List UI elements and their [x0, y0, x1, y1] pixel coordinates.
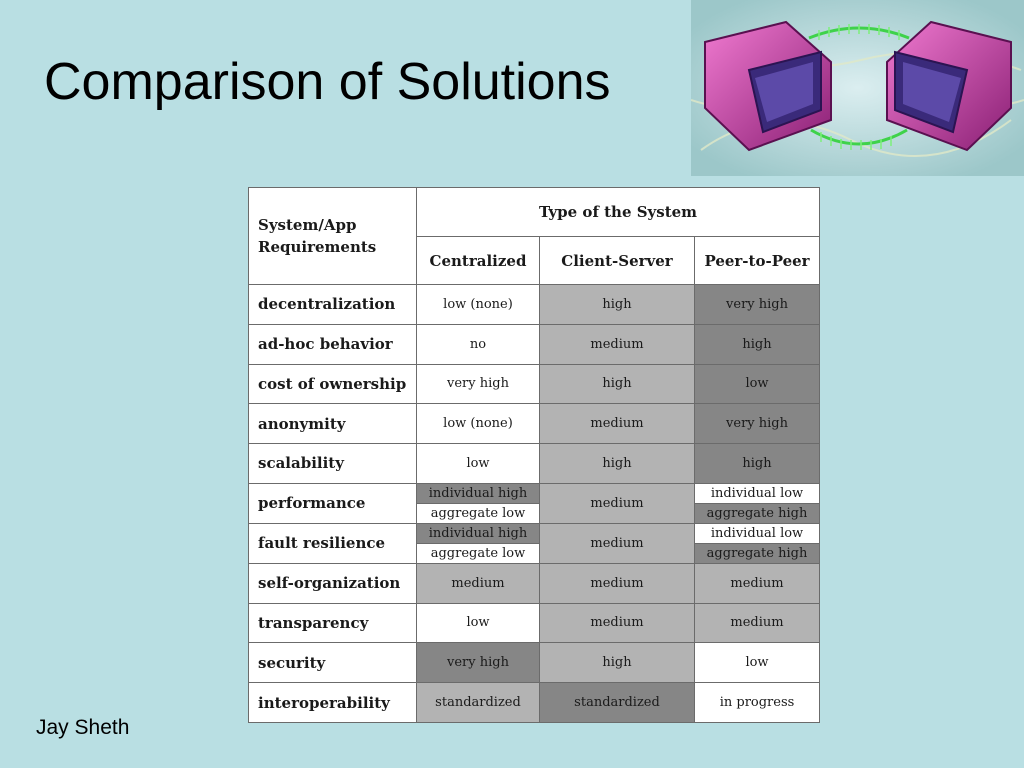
peer-to-peer-computers-icon — [691, 0, 1024, 176]
column-header-centralized: Centralized — [417, 237, 540, 285]
table-row — [249, 324, 820, 364]
row-label: fault resilience — [249, 523, 417, 563]
column-header-client-server: Client-Server — [540, 237, 695, 285]
table-cell-centralized: very high — [417, 364, 540, 404]
table-cell-peer-to-peer: low — [695, 364, 820, 404]
table-row — [249, 404, 820, 444]
table-row — [249, 603, 820, 643]
comparison-table-container — [248, 187, 819, 723]
table-cell-client-server: medium — [540, 324, 695, 364]
table-cell-peer-to-peer — [695, 483, 820, 523]
table-cell-peer-to-peer: high — [695, 324, 820, 364]
row-label: performance — [249, 483, 417, 523]
row-label: transparency — [249, 603, 417, 643]
row-label: anonymity — [249, 404, 417, 444]
table-cell-client-server: medium — [540, 483, 695, 523]
cell-aggregate-value: aggregate high — [695, 543, 819, 563]
table-cell-peer-to-peer — [695, 523, 820, 563]
table-cell-peer-to-peer: very high — [695, 404, 820, 444]
table-cell-client-server: high — [540, 285, 695, 325]
cell-individual-value: individual low — [695, 484, 819, 503]
table-cell-centralized: no — [417, 324, 540, 364]
table-cell-centralized: very high — [417, 643, 540, 683]
comparison-table-body — [249, 285, 820, 723]
table-cell-client-server: high — [540, 643, 695, 683]
table-cell-centralized — [417, 523, 540, 563]
table-row — [249, 523, 820, 563]
requirements-header: System/App Requirements — [249, 188, 417, 285]
cell-individual-value: individual high — [417, 524, 539, 543]
system-type-header: Type of the System — [417, 188, 820, 237]
row-label: scalability — [249, 444, 417, 484]
row-label: interoperability — [249, 683, 417, 723]
cell-aggregate-value: aggregate low — [417, 503, 539, 523]
table-cell-centralized: low (none) — [417, 285, 540, 325]
table-cell-peer-to-peer: medium — [695, 603, 820, 643]
table-cell-client-server: standardized — [540, 683, 695, 723]
table-cell-centralized: low — [417, 444, 540, 484]
cell-aggregate-value: aggregate low — [417, 543, 539, 563]
cell-individual-value: individual low — [695, 524, 819, 543]
table-row — [249, 285, 820, 325]
table-cell-centralized — [417, 483, 540, 523]
row-label: security — [249, 643, 417, 683]
table-row — [249, 483, 820, 523]
table-cell-client-server: medium — [540, 563, 695, 603]
table-cell-peer-to-peer: in progress — [695, 683, 820, 723]
table-row — [249, 444, 820, 484]
table-cell-centralized: standardized — [417, 683, 540, 723]
table-cell-client-server: medium — [540, 404, 695, 444]
table-cell-client-server: high — [540, 364, 695, 404]
cell-individual-value: individual high — [417, 484, 539, 503]
table-row — [249, 683, 820, 723]
table-row — [249, 643, 820, 683]
table-cell-peer-to-peer: very high — [695, 285, 820, 325]
table-cell-client-server: medium — [540, 603, 695, 643]
table-cell-peer-to-peer: low — [695, 643, 820, 683]
table-row — [249, 563, 820, 603]
cell-aggregate-value: aggregate high — [695, 503, 819, 523]
row-label: ad-hoc behavior — [249, 324, 417, 364]
slide-title: Comparison of Solutions — [44, 53, 611, 111]
table-cell-client-server: medium — [540, 523, 695, 563]
table-cell-peer-to-peer: high — [695, 444, 820, 484]
row-label: cost of ownership — [249, 364, 417, 404]
table-cell-centralized: low (none) — [417, 404, 540, 444]
column-header-peer-to-peer: Peer-to-Peer — [695, 237, 820, 285]
table-cell-peer-to-peer: medium — [695, 563, 820, 603]
author-footer: Jay Sheth — [36, 716, 130, 739]
table-cell-client-server: high — [540, 444, 695, 484]
table-cell-centralized: medium — [417, 563, 540, 603]
comparison-table — [248, 187, 820, 723]
row-label: self-organization — [249, 563, 417, 603]
row-label: decentralization — [249, 285, 417, 325]
table-cell-centralized: low — [417, 603, 540, 643]
table-row — [249, 364, 820, 404]
